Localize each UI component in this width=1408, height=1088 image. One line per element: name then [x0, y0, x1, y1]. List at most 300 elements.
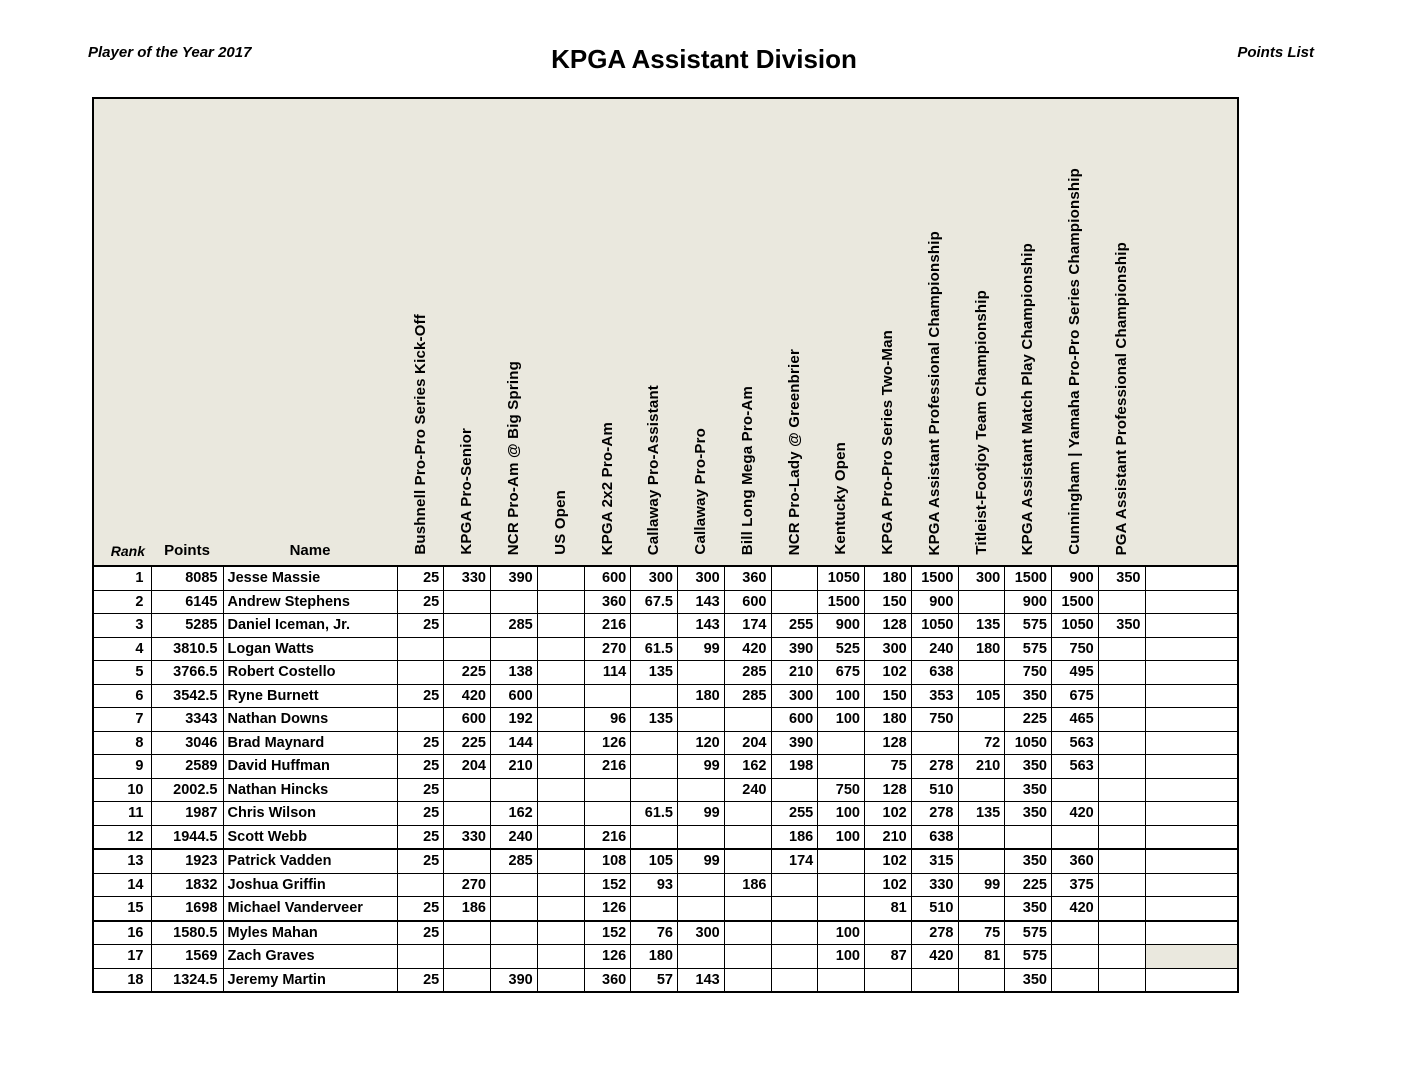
- rank-cell: 17: [93, 945, 151, 969]
- event-points-cell: 61.5: [631, 637, 678, 661]
- event-points-cell: [1052, 945, 1099, 969]
- event-points-cell: [1098, 708, 1145, 732]
- event-points-cell: 575: [1005, 921, 1052, 945]
- event-points-cell: [678, 873, 725, 897]
- table-row: [93, 755, 1238, 779]
- event-points-cell: 25: [397, 825, 444, 849]
- event-points-cell: [631, 755, 678, 779]
- empty-cell: [1145, 661, 1238, 685]
- event-points-cell: [491, 945, 538, 969]
- event-points-cell: 420: [444, 684, 491, 708]
- event-points-cell: 102: [865, 661, 912, 685]
- event-points-cell: [771, 921, 818, 945]
- table-row: [93, 921, 1238, 945]
- event-points-cell: 225: [1005, 873, 1052, 897]
- name-cell: Jeremy Martin: [223, 968, 397, 992]
- points-cell: 1580.5: [151, 921, 223, 945]
- event-points-cell: [491, 897, 538, 921]
- event-points-cell: [537, 684, 584, 708]
- event-points-cell: [1098, 968, 1145, 992]
- event-points-cell: [1098, 684, 1145, 708]
- event-points-cell: [537, 873, 584, 897]
- rank-cell: 14: [93, 873, 151, 897]
- event-points-cell: 750: [818, 778, 865, 802]
- event-points-cell: 100: [818, 708, 865, 732]
- event-points-cell: [537, 897, 584, 921]
- event-points-cell: [771, 590, 818, 614]
- event-points-cell: 216: [584, 614, 631, 638]
- event-points-cell: 150: [865, 684, 912, 708]
- header-right-label: Points List: [1237, 44, 1314, 61]
- event-points-cell: 25: [397, 614, 444, 638]
- event-points-cell: [724, 921, 771, 945]
- table-row: [93, 614, 1238, 638]
- event-points-cell: [1098, 873, 1145, 897]
- event-points-cell: 126: [584, 945, 631, 969]
- event-header-label: Titleist-Footjoy Team Championship: [972, 290, 990, 555]
- event-points-cell: 93: [631, 873, 678, 897]
- column-header-event: [537, 98, 584, 566]
- event-points-cell: 600: [724, 590, 771, 614]
- event-points-cell: 210: [865, 825, 912, 849]
- event-header-label: KPGA Pro-Senior: [458, 428, 476, 555]
- event-points-cell: [771, 566, 818, 590]
- event-points-cell: [1098, 921, 1145, 945]
- event-points-cell: 750: [1005, 661, 1052, 685]
- event-points-cell: 600: [444, 708, 491, 732]
- event-header-label: Callaway Pro-Assistant: [645, 384, 663, 555]
- event-points-cell: [444, 637, 491, 661]
- header-left-label: Player of the Year 2017: [88, 44, 252, 61]
- event-header-label: NCR Pro-Am @ Big Spring: [505, 360, 522, 555]
- event-points-cell: 72: [958, 731, 1005, 755]
- event-header-label: KPGA 2x2 Pro-Am: [598, 421, 616, 555]
- event-points-cell: 180: [865, 708, 912, 732]
- event-points-cell: 420: [1052, 897, 1099, 921]
- empty-cell: [1145, 614, 1238, 638]
- table-row: [93, 825, 1238, 849]
- name-cell: Nathan Downs: [223, 708, 397, 732]
- name-cell: Andrew Stephens: [223, 590, 397, 614]
- event-points-cell: 204: [724, 731, 771, 755]
- event-points-cell: [1052, 778, 1099, 802]
- rank-cell: 6: [93, 684, 151, 708]
- event-points-cell: 100: [818, 921, 865, 945]
- event-points-cell: [678, 778, 725, 802]
- event-points-cell: 100: [818, 825, 865, 849]
- event-points-cell: 285: [724, 684, 771, 708]
- event-points-cell: [444, 802, 491, 826]
- event-points-cell: 270: [584, 637, 631, 661]
- event-points-cell: 100: [818, 945, 865, 969]
- event-points-cell: 143: [678, 590, 725, 614]
- event-points-cell: [724, 897, 771, 921]
- event-points-cell: 600: [771, 708, 818, 732]
- event-header-label: KPGA Pro-Pro Series Two-Man: [879, 330, 896, 555]
- event-points-cell: 135: [958, 802, 1005, 826]
- column-header-event: [491, 98, 538, 566]
- event-points-cell: 255: [771, 802, 818, 826]
- event-points-cell: 285: [491, 849, 538, 873]
- points-cell: 1987: [151, 802, 223, 826]
- event-points-cell: 225: [444, 661, 491, 685]
- event-points-cell: 25: [397, 968, 444, 992]
- event-points-cell: [491, 873, 538, 897]
- event-points-cell: [1098, 945, 1145, 969]
- event-points-cell: 350: [1005, 802, 1052, 826]
- table-row: [93, 897, 1238, 921]
- event-points-cell: 100: [818, 684, 865, 708]
- event-points-cell: 240: [911, 637, 958, 661]
- event-points-cell: 174: [771, 849, 818, 873]
- event-points-cell: [678, 825, 725, 849]
- event-points-cell: [537, 566, 584, 590]
- event-points-cell: [958, 968, 1005, 992]
- points-cell: 1324.5: [151, 968, 223, 992]
- event-points-cell: [1098, 825, 1145, 849]
- event-points-cell: 575: [1005, 614, 1052, 638]
- event-points-cell: 300: [678, 566, 725, 590]
- table-row: [93, 684, 1238, 708]
- event-header-label: NCR Pro-Lady @ Greenbrier: [785, 348, 803, 555]
- event-points-cell: [1052, 921, 1099, 945]
- event-points-cell: [444, 849, 491, 873]
- event-points-cell: [537, 945, 584, 969]
- name-cell: Michael Vanderveer: [223, 897, 397, 921]
- event-points-cell: [1052, 968, 1099, 992]
- event-points-cell: 350: [1098, 566, 1145, 590]
- event-points-cell: 198: [771, 755, 818, 779]
- event-points-cell: 135: [631, 708, 678, 732]
- event-points-cell: [584, 802, 631, 826]
- event-points-cell: 510: [911, 897, 958, 921]
- event-points-cell: 465: [1052, 708, 1099, 732]
- event-points-cell: 192: [491, 708, 538, 732]
- event-points-cell: 1500: [818, 590, 865, 614]
- event-points-cell: [678, 897, 725, 921]
- table-row: [93, 566, 1238, 590]
- column-header-event: [1052, 98, 1099, 566]
- event-points-cell: [724, 849, 771, 873]
- rank-cell: 4: [93, 637, 151, 661]
- table-row: [93, 849, 1238, 873]
- empty-cell: [1145, 708, 1238, 732]
- event-points-cell: [678, 945, 725, 969]
- event-points-cell: [444, 968, 491, 992]
- event-points-cell: [678, 708, 725, 732]
- event-points-cell: 360: [584, 590, 631, 614]
- event-header-label: Bushnell Pro-Pro Series Kick-Off: [411, 314, 429, 555]
- event-points-cell: 81: [958, 945, 1005, 969]
- event-points-cell: 1500: [1052, 590, 1099, 614]
- points-table-wrap: [92, 97, 1239, 993]
- event-points-cell: [537, 825, 584, 849]
- event-points-cell: 638: [911, 825, 958, 849]
- event-points-cell: [958, 825, 1005, 849]
- name-cell: Nathan Hincks: [223, 778, 397, 802]
- event-points-cell: 225: [1005, 708, 1052, 732]
- event-points-cell: 563: [1052, 731, 1099, 755]
- event-points-cell: 900: [818, 614, 865, 638]
- event-points-cell: 57: [631, 968, 678, 992]
- event-points-cell: [958, 661, 1005, 685]
- column-header-name: Name: [223, 98, 397, 566]
- event-points-cell: [771, 897, 818, 921]
- event-header-label: PGA Assistant Professional Championship: [1112, 241, 1130, 555]
- event-points-cell: [724, 945, 771, 969]
- event-points-cell: [911, 968, 958, 992]
- column-header-event: [818, 98, 865, 566]
- points-cell: 3046: [151, 731, 223, 755]
- event-header-label: Kentucky Open: [832, 442, 850, 555]
- points-cell: 3766.5: [151, 661, 223, 685]
- event-points-cell: [397, 873, 444, 897]
- rank-cell: 9: [93, 755, 151, 779]
- event-points-cell: [724, 825, 771, 849]
- page-title: KPGA Assistant Division: [551, 44, 857, 74]
- event-points-cell: 216: [584, 755, 631, 779]
- event-points-cell: [1098, 637, 1145, 661]
- name-cell: Brad Maynard: [223, 731, 397, 755]
- name-cell: Patrick Vadden: [223, 849, 397, 873]
- event-points-cell: 300: [678, 921, 725, 945]
- event-points-cell: [537, 590, 584, 614]
- event-points-cell: 186: [724, 873, 771, 897]
- column-header-event: [958, 98, 1005, 566]
- event-points-cell: 144: [491, 731, 538, 755]
- name-cell: Joshua Griffin: [223, 873, 397, 897]
- event-points-cell: 126: [584, 731, 631, 755]
- event-points-cell: 350: [1005, 778, 1052, 802]
- event-points-cell: 96: [584, 708, 631, 732]
- event-points-cell: 120: [678, 731, 725, 755]
- rank-cell: 13: [93, 849, 151, 873]
- table-row: [93, 778, 1238, 802]
- table-row: [93, 661, 1238, 685]
- header-row: [93, 98, 1238, 566]
- event-points-cell: 575: [1005, 945, 1052, 969]
- event-points-cell: [537, 755, 584, 779]
- event-points-cell: [444, 614, 491, 638]
- event-points-cell: 300: [958, 566, 1005, 590]
- column-header-event: [724, 98, 771, 566]
- event-points-cell: 350: [1005, 684, 1052, 708]
- event-points-cell: [771, 778, 818, 802]
- event-points-cell: [865, 968, 912, 992]
- event-points-cell: 1050: [818, 566, 865, 590]
- table-row: [93, 637, 1238, 661]
- event-points-cell: 1500: [1005, 566, 1052, 590]
- points-cell: 6145: [151, 590, 223, 614]
- event-points-cell: 99: [678, 755, 725, 779]
- event-points-cell: 138: [491, 661, 538, 685]
- event-points-cell: [491, 590, 538, 614]
- name-cell: David Huffman: [223, 755, 397, 779]
- event-points-cell: 675: [818, 661, 865, 685]
- event-points-cell: 750: [911, 708, 958, 732]
- empty-cell: [1145, 778, 1238, 802]
- column-header-event: [865, 98, 912, 566]
- event-points-cell: 600: [584, 566, 631, 590]
- rank-cell: 15: [93, 897, 151, 921]
- name-cell: Daniel Iceman, Jr.: [223, 614, 397, 638]
- event-points-cell: [444, 921, 491, 945]
- event-points-cell: [724, 968, 771, 992]
- event-points-cell: 300: [865, 637, 912, 661]
- table-row: [93, 873, 1238, 897]
- event-points-cell: 152: [584, 921, 631, 945]
- column-header-event: [631, 98, 678, 566]
- event-points-cell: 600: [491, 684, 538, 708]
- event-points-cell: 108: [584, 849, 631, 873]
- event-points-cell: [678, 661, 725, 685]
- event-points-cell: 75: [865, 755, 912, 779]
- table-row: [93, 802, 1238, 826]
- event-points-cell: [397, 637, 444, 661]
- event-points-cell: [724, 802, 771, 826]
- empty-cell: [1145, 945, 1238, 969]
- name-cell: Zach Graves: [223, 945, 397, 969]
- event-points-cell: 180: [958, 637, 1005, 661]
- event-points-cell: 128: [865, 778, 912, 802]
- event-points-cell: 25: [397, 849, 444, 873]
- event-points-cell: [491, 921, 538, 945]
- event-points-cell: 575: [1005, 637, 1052, 661]
- event-points-cell: 143: [678, 968, 725, 992]
- event-points-cell: 61.5: [631, 802, 678, 826]
- event-points-cell: 675: [1052, 684, 1099, 708]
- event-points-cell: 255: [771, 614, 818, 638]
- event-header-label: Bill Long Mega Pro-Am: [738, 385, 756, 555]
- event-points-cell: 278: [911, 755, 958, 779]
- empty-cell: [1145, 873, 1238, 897]
- event-points-cell: 216: [584, 825, 631, 849]
- event-points-cell: 105: [631, 849, 678, 873]
- empty-cell: [1145, 921, 1238, 945]
- table-body: [93, 566, 1238, 992]
- points-cell: 3343: [151, 708, 223, 732]
- points-cell: 3810.5: [151, 637, 223, 661]
- event-points-cell: 525: [818, 637, 865, 661]
- event-points-cell: 1050: [911, 614, 958, 638]
- event-points-cell: [1098, 661, 1145, 685]
- column-header-event: [771, 98, 818, 566]
- event-points-cell: [865, 921, 912, 945]
- empty-cell: [1145, 825, 1238, 849]
- points-cell: 1944.5: [151, 825, 223, 849]
- event-points-cell: 350: [1005, 755, 1052, 779]
- event-points-cell: 495: [1052, 661, 1099, 685]
- points-cell: 8085: [151, 566, 223, 590]
- event-points-cell: 210: [958, 755, 1005, 779]
- event-points-cell: 67.5: [631, 590, 678, 614]
- event-points-cell: 420: [911, 945, 958, 969]
- event-points-cell: 375: [1052, 873, 1099, 897]
- event-points-cell: 390: [771, 731, 818, 755]
- rank-cell: 7: [93, 708, 151, 732]
- event-points-cell: 240: [724, 778, 771, 802]
- column-header-event: [911, 98, 958, 566]
- column-header-empty: [1145, 98, 1238, 566]
- event-points-cell: [444, 778, 491, 802]
- event-points-cell: [958, 778, 1005, 802]
- event-header-label: Callaway Pro-Pro: [692, 428, 709, 555]
- event-points-cell: 102: [865, 873, 912, 897]
- column-header-event: [1098, 98, 1145, 566]
- event-points-cell: 750: [1052, 637, 1099, 661]
- event-points-cell: 87: [865, 945, 912, 969]
- event-points-cell: 1050: [1052, 614, 1099, 638]
- event-points-cell: 105: [958, 684, 1005, 708]
- event-points-cell: 563: [1052, 755, 1099, 779]
- rank-cell: 2: [93, 590, 151, 614]
- event-points-cell: 128: [865, 614, 912, 638]
- event-points-cell: [537, 708, 584, 732]
- event-points-cell: 99: [958, 873, 1005, 897]
- empty-cell: [1145, 684, 1238, 708]
- event-points-cell: 25: [397, 802, 444, 826]
- event-points-cell: [771, 968, 818, 992]
- name-cell: Jesse Massie: [223, 566, 397, 590]
- event-points-cell: 278: [911, 921, 958, 945]
- event-header-label: KPGA Assistant Match Play Championship: [1019, 242, 1037, 555]
- event-points-cell: [537, 778, 584, 802]
- event-points-cell: 225: [444, 731, 491, 755]
- event-points-cell: 330: [444, 825, 491, 849]
- event-points-cell: [958, 897, 1005, 921]
- event-points-cell: [1005, 825, 1052, 849]
- empty-cell: [1145, 566, 1238, 590]
- event-points-cell: 350: [1005, 849, 1052, 873]
- event-points-cell: [491, 778, 538, 802]
- event-points-cell: 210: [771, 661, 818, 685]
- event-points-cell: 420: [724, 637, 771, 661]
- event-points-cell: [818, 873, 865, 897]
- table-row: [93, 968, 1238, 992]
- event-points-cell: [397, 708, 444, 732]
- column-header-event: [678, 98, 725, 566]
- event-points-cell: [1098, 590, 1145, 614]
- rank-cell: 11: [93, 802, 151, 826]
- event-points-cell: [537, 802, 584, 826]
- event-points-cell: 25: [397, 684, 444, 708]
- table-row: [93, 590, 1238, 614]
- event-points-cell: 100: [818, 802, 865, 826]
- event-points-cell: 1500: [911, 566, 958, 590]
- name-cell: Chris Wilson: [223, 802, 397, 826]
- column-header-event: [444, 98, 491, 566]
- event-points-cell: 25: [397, 755, 444, 779]
- event-points-cell: 204: [444, 755, 491, 779]
- column-header-rank: Rank: [93, 98, 151, 566]
- event-points-cell: [537, 614, 584, 638]
- event-points-cell: [537, 921, 584, 945]
- event-points-cell: 162: [491, 802, 538, 826]
- column-header-event: [397, 98, 444, 566]
- event-points-cell: [631, 778, 678, 802]
- rank-cell: 5: [93, 661, 151, 685]
- event-points-cell: [958, 708, 1005, 732]
- event-points-cell: 330: [911, 873, 958, 897]
- event-points-cell: [397, 661, 444, 685]
- table-header: [93, 98, 1238, 566]
- event-points-cell: [958, 849, 1005, 873]
- event-points-cell: 638: [911, 661, 958, 685]
- event-points-cell: 285: [724, 661, 771, 685]
- event-points-cell: 900: [1052, 566, 1099, 590]
- name-cell: Robert Costello: [223, 661, 397, 685]
- event-points-cell: 152: [584, 873, 631, 897]
